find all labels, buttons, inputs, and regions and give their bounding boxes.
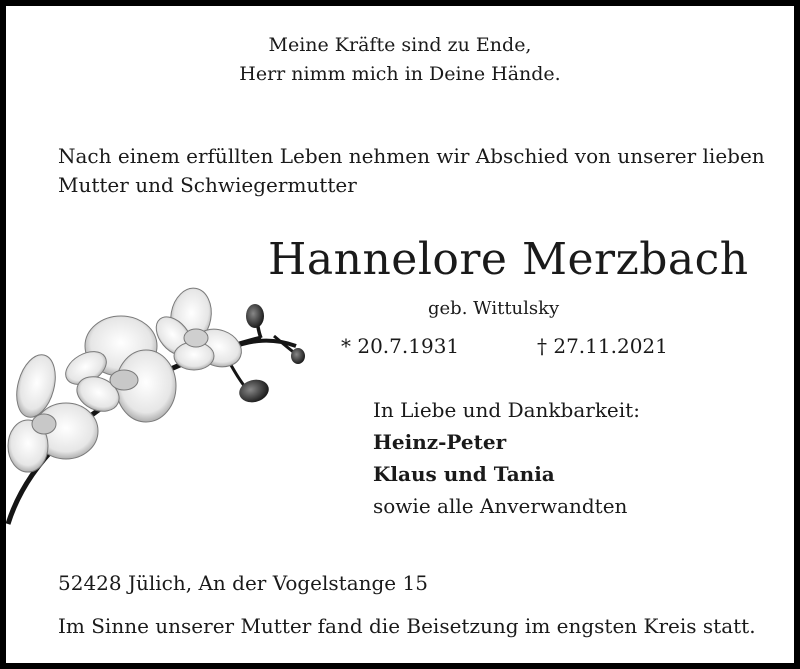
deceased-name: Hannelore Merzbach	[268, 234, 749, 285]
intro-line-1: Nach einem erfüllten Leben nehmen wir Abschied von unserer lieben	[58, 144, 765, 168]
other-relatives: sowie alle Anverwandten	[373, 494, 628, 518]
mourners-block	[373, 394, 640, 522]
mourner-name: Heinz-Peter	[373, 430, 507, 454]
verse-line-1: Meine Kräfte sind zu Ende,	[268, 34, 532, 56]
maiden-name: geb. Wittulsky	[428, 298, 560, 319]
intro-line-2: Mutter und Schwiegermutter	[58, 173, 357, 197]
verse-line-2: Herr nimm mich in Deine Hände.	[239, 63, 561, 85]
mourner-name: Klaus und Tania	[373, 462, 555, 486]
birth-date: * 20.7.1931	[341, 334, 460, 358]
address: 52428 Jülich, An der Vogelstange 15	[58, 571, 428, 595]
death-date: † 27.11.2021	[537, 334, 668, 358]
signoff-heading: In Liebe und Dankbarkeit:	[373, 398, 640, 422]
orchid-branch-image	[6, 276, 316, 526]
burial-note: Im Sinne unserer Mutter fand die Beisetzung im engsten Kreis statt.	[58, 614, 756, 638]
